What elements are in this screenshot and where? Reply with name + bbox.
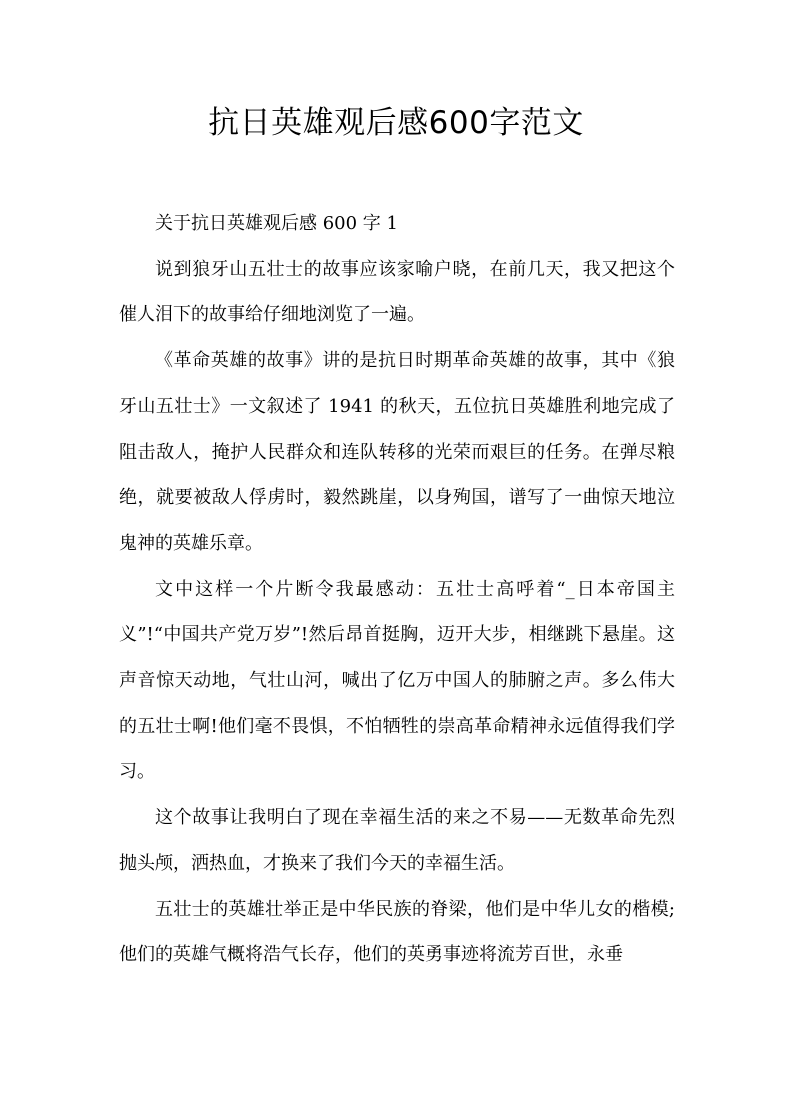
- paragraph: 五壮士的英雄壮举正是中华民族的脊梁，他们是中华儿女的楷模;他们的英雄气概将浩气长存，他们的英勇事迹将流芳百世，永垂: [119, 898, 675, 966]
- section-heading: 关于抗日英雄观后感 600 字 1: [155, 213, 398, 234]
- document-body: [119, 201, 675, 978]
- document-title: 抗日英雄观后感600字范文: [208, 105, 584, 141]
- paragraph: 《革命英雄的故事》讲的是抗日时期革命英雄的故事，其中《狼牙山五壮士》一文叙述了 1941 的秋天，五位抗日英雄胜利地完成了阻击敌人，掩护人民群众和连队转移的光荣而艰巨的任务。在弹尽粮绝，就要被敌人俘虏时，毅然跳崖，以身殉国，谱写了一曲惊天地泣鬼神的英雄乐章。: [119, 350, 675, 554]
- paragraph: 文中这样一个片断令我最感动：五壮士高呼着“_日本帝国主义”!“中国共产党万岁”!然后昂首挺胸，迈开大步，相继跳下悬崖。这声音惊天动地，气壮山河，喊出了亿万中国人的肺腑之声。多么伟大的五壮士啊!他们毫不畏惧，不怕牺牲的崇高革命精神永远值得我们学习。: [119, 578, 675, 783]
- paragraph: 这个故事让我明白了现在幸福生活的来之不易——无数革命先烈抛头颅，洒热血，才换来了我们今天的幸福生活。: [119, 807, 675, 874]
- paragraph: 说到狼牙山五壮士的故事应该家喻户晓，在前几天，我又把这个催人泪下的故事给仔细地浏览了一遍。: [119, 258, 675, 326]
